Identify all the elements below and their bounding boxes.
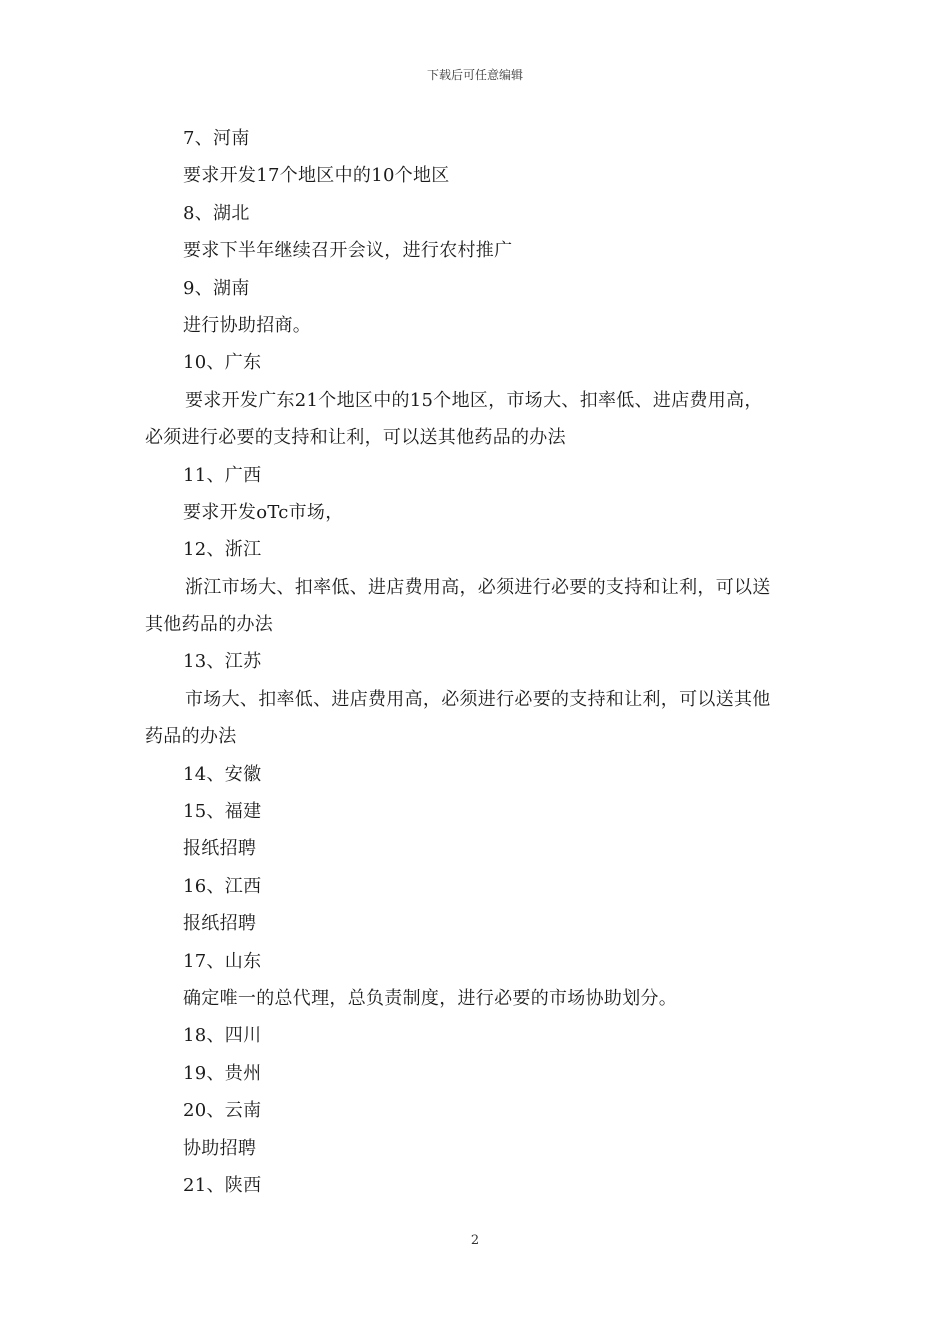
- paragraph-line: 药品的办法: [145, 726, 237, 748]
- section-heading-jiangsu: 13、江苏: [183, 651, 262, 673]
- page-header: 下载后可任意编辑: [426, 68, 523, 82]
- paragraph-line: 要求开发17个地区中的10个地区: [183, 165, 450, 187]
- paragraph-line: 报纸招聘: [183, 913, 257, 935]
- section-heading-guangxi: 11、广西: [183, 464, 262, 486]
- paragraph-line: 确定唯一的总代理，总负责制度，进行必要的市场协助划分。: [183, 987, 678, 1009]
- section-heading-henan: 7、河南: [183, 128, 250, 149]
- paragraph-line: 要求开发广东21个地区中的15个地区，市场大、扣率低、进店费用高，: [185, 389, 763, 411]
- paragraph-line: 报纸招聘: [183, 838, 257, 860]
- paragraph-line: 要求开发oTc市场，: [183, 501, 344, 523]
- paragraph-line: 要求下半年继续召开会议，进行农村推广: [183, 240, 513, 262]
- paragraph-line: 其他药品的办法: [145, 614, 274, 636]
- section-heading-guizhou: 19、贵州: [183, 1062, 262, 1084]
- section-heading-jiangxi: 16、江西: [183, 875, 262, 897]
- section-heading-shaanxi: 21、陕西: [183, 1174, 262, 1196]
- section-heading-fujian: 15、福建: [183, 801, 262, 823]
- page-number: 2: [470, 1233, 480, 1248]
- document-body: [145, 120, 810, 1204]
- section-heading-anhui: 14、安徽: [183, 763, 262, 785]
- section-heading-hunan: 9、湖南: [183, 277, 250, 299]
- section-heading-yunnan: 20、云南: [183, 1100, 262, 1122]
- section-heading-sichuan: 18、四川: [183, 1025, 262, 1047]
- section-heading-zhejiang: 12、浙江: [183, 539, 262, 561]
- section-heading-shandong: 17、山东: [183, 950, 262, 972]
- paragraph-line: 浙江市场大、扣率低、进店费用高，必须进行必要的支持和让利，可以送: [185, 576, 771, 598]
- paragraph-line: 进行协助招商。: [183, 314, 312, 336]
- paragraph-line: 必须进行必要的支持和让利，可以送其他药品的办法: [145, 427, 566, 449]
- paragraph-line: 市场大、扣率低、进店费用高，必须进行必要的支持和让利，可以送其他: [185, 688, 771, 710]
- paragraph-line: 协助招聘: [183, 1137, 257, 1159]
- section-heading-hubei: 8、湖北: [183, 202, 250, 224]
- section-heading-guangdong: 10、广东: [183, 352, 262, 374]
